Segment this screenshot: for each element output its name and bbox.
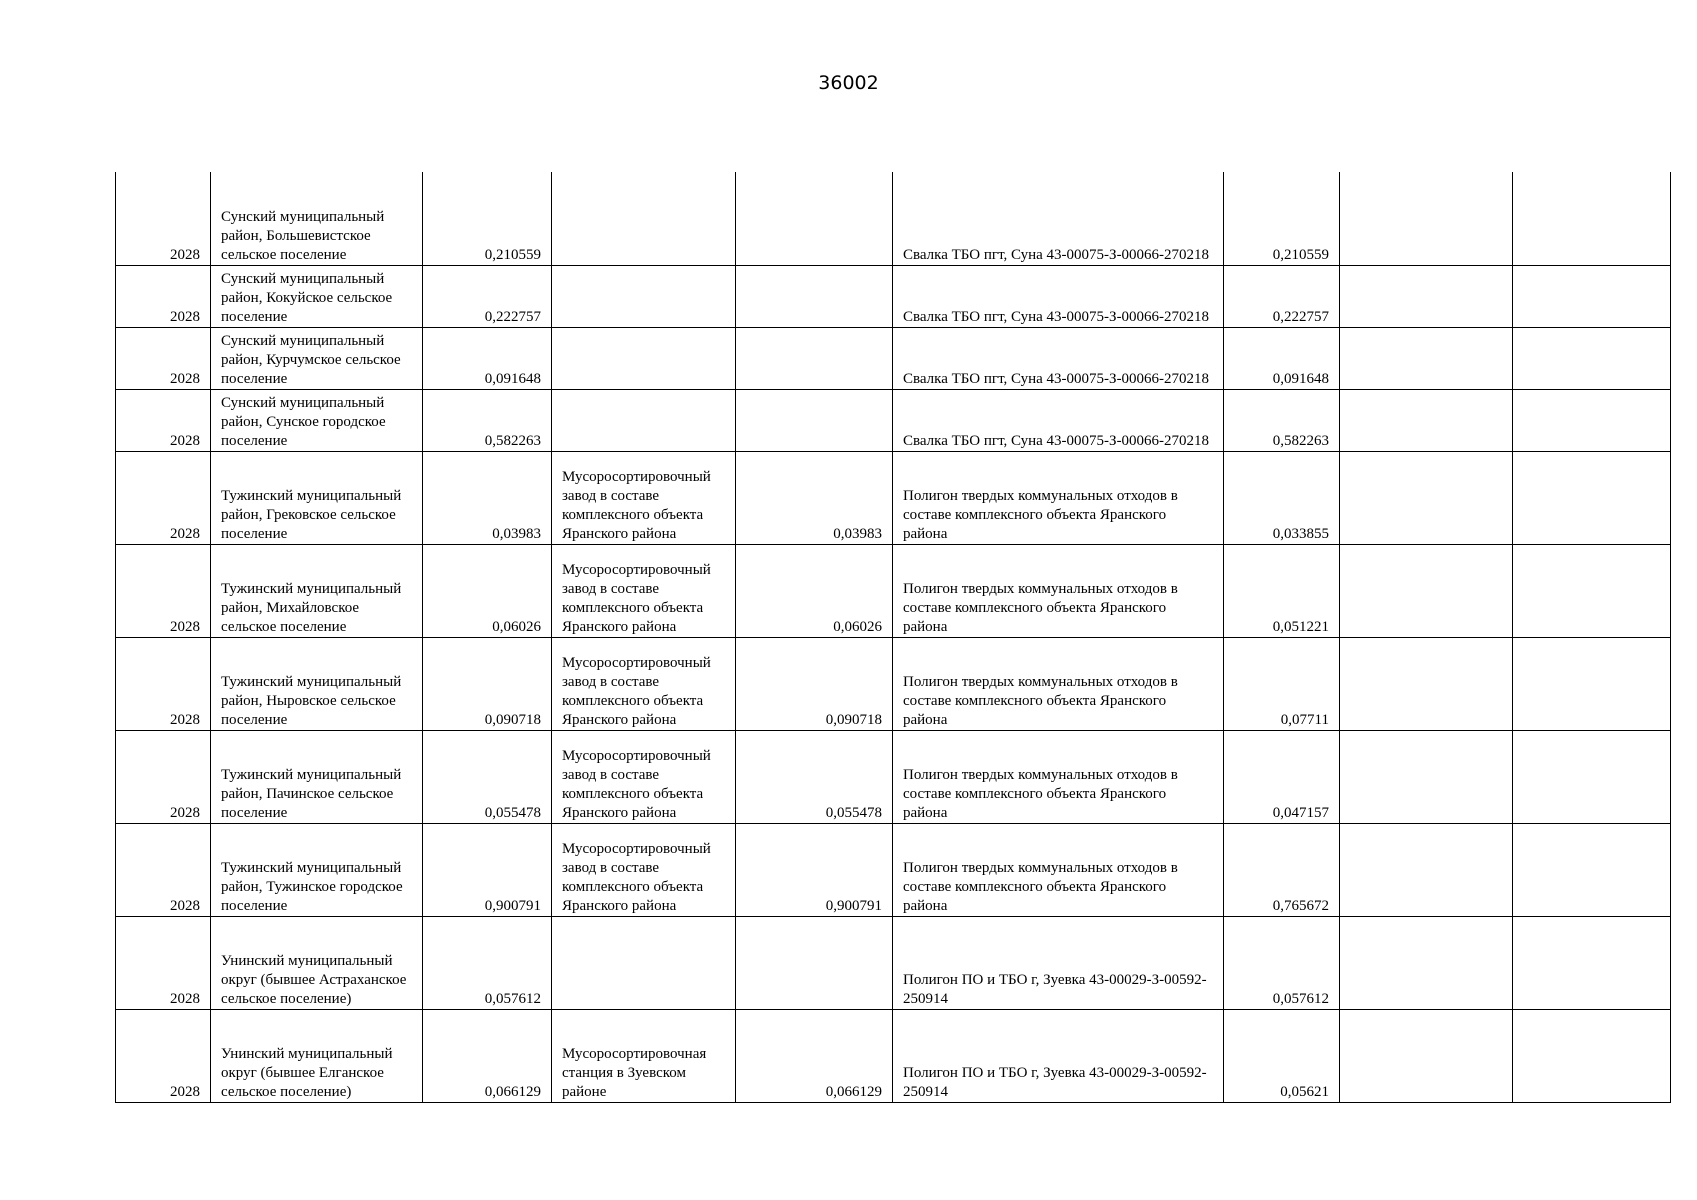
cell-year: 2028 [116, 451, 211, 544]
cell-processing-volume [736, 172, 893, 265]
cell-processing-facility [552, 389, 736, 451]
table-row [116, 1009, 1671, 1102]
cell-disposal-site: Полигон твердых коммунальных отходов в составе комплексного объекта Яранского района [893, 451, 1224, 544]
cell-processing-facility: Мусоросортировочная станция в Зуевском районе [552, 1009, 736, 1102]
cell-empty-1 [1340, 172, 1513, 265]
cell-volume: 0,06026 [423, 544, 552, 637]
cell-empty-2 [1513, 265, 1671, 327]
cell-disposal-volume: 0,033855 [1224, 451, 1340, 544]
table-row [116, 544, 1671, 637]
cell-processing-facility: Мусоросортировочный завод в составе комплексного объекта Яранского района [552, 730, 736, 823]
cell-year: 2028 [116, 265, 211, 327]
cell-disposal-site: Свалка ТБО пгт, Суна 43-00075-З-00066-270218 [893, 327, 1224, 389]
cell-processing-facility: Мусоросортировочный завод в составе комплексного объекта Яранского района [552, 823, 736, 916]
cell-year: 2028 [116, 1009, 211, 1102]
cell-year: 2028 [116, 637, 211, 730]
cell-year: 2028 [116, 544, 211, 637]
cell-year: 2028 [116, 916, 211, 1009]
cell-volume: 0,055478 [423, 730, 552, 823]
cell-year: 2028 [116, 327, 211, 389]
cell-empty-1 [1340, 1009, 1513, 1102]
cell-disposal-site: Полигон ПО и ТБО г, Зуевка 43-00029-З-00592-250914 [893, 916, 1224, 1009]
cell-disposal-site: Полигон твердых коммунальных отходов в составе комплексного объекта Яранского района [893, 544, 1224, 637]
cell-processing-volume: 0,090718 [736, 637, 893, 730]
cell-municipality: Тужинский муниципальный район, Пачинское сельское поселение [211, 730, 423, 823]
cell-empty-1 [1340, 389, 1513, 451]
cell-disposal-volume: 0,047157 [1224, 730, 1340, 823]
cell-disposal-site: Полигон твердых коммунальных отходов в составе комплексного объекта Яранского района [893, 823, 1224, 916]
cell-empty-1 [1340, 637, 1513, 730]
cell-disposal-volume: 0,091648 [1224, 327, 1340, 389]
cell-empty-2 [1513, 544, 1671, 637]
table-body [116, 172, 1671, 1102]
cell-volume: 0,091648 [423, 327, 552, 389]
cell-disposal-site: Свалка ТБО пгт, Суна 43-00075-З-00066-270218 [893, 265, 1224, 327]
cell-processing-volume: 0,06026 [736, 544, 893, 637]
cell-volume: 0,066129 [423, 1009, 552, 1102]
page-number: 36002 [818, 72, 879, 94]
cell-processing-volume: 0,066129 [736, 1009, 893, 1102]
cell-processing-volume [736, 916, 893, 1009]
cell-municipality: Сунский муниципальный район, Кокуйское сельское поселение [211, 265, 423, 327]
cell-processing-volume [736, 389, 893, 451]
cell-processing-facility [552, 916, 736, 1009]
cell-volume: 0,090718 [423, 637, 552, 730]
cell-year: 2028 [116, 389, 211, 451]
cell-processing-facility [552, 172, 736, 265]
cell-volume: 0,210559 [423, 172, 552, 265]
cell-disposal-volume: 0,210559 [1224, 172, 1340, 265]
cell-volume: 0,900791 [423, 823, 552, 916]
cell-municipality: Тужинский муниципальный район, Михайловское сельское поселение [211, 544, 423, 637]
cell-disposal-site: Свалка ТБО пгт, Суна 43-00075-З-00066-270218 [893, 389, 1224, 451]
cell-disposal-volume: 0,222757 [1224, 265, 1340, 327]
cell-empty-2 [1513, 823, 1671, 916]
cell-processing-facility: Мусоросортировочный завод в составе комплексного объекта Яранского района [552, 637, 736, 730]
cell-year: 2028 [116, 172, 211, 265]
cell-disposal-volume: 0,051221 [1224, 544, 1340, 637]
table-row [116, 823, 1671, 916]
cell-volume: 0,03983 [423, 451, 552, 544]
cell-municipality: Сунский муниципальный район, Большевистское сельское поселение [211, 172, 423, 265]
cell-processing-volume [736, 265, 893, 327]
cell-empty-2 [1513, 172, 1671, 265]
cell-municipality: Сунский муниципальный район, Сунское городское поселение [211, 389, 423, 451]
cell-empty-1 [1340, 327, 1513, 389]
cell-municipality: Тужинский муниципальный район, Тужинское городское поселение [211, 823, 423, 916]
cell-empty-2 [1513, 451, 1671, 544]
cell-disposal-site: Полигон твердых коммунальных отходов в составе комплексного объекта Яранского района [893, 637, 1224, 730]
table-row [116, 389, 1671, 451]
cell-volume: 0,057612 [423, 916, 552, 1009]
cell-municipality: Тужинский муниципальный район, Ныровское сельское поселение [211, 637, 423, 730]
cell-processing-facility: Мусоросортировочный завод в составе комплексного объекта Яранского района [552, 544, 736, 637]
cell-disposal-site: Свалка ТБО пгт, Суна 43-00075-З-00066-270218 [893, 172, 1224, 265]
table-row [116, 451, 1671, 544]
cell-processing-facility [552, 327, 736, 389]
waste-flow-table [115, 172, 1671, 1103]
cell-processing-volume: 0,055478 [736, 730, 893, 823]
cell-empty-2 [1513, 389, 1671, 451]
cell-processing-facility [552, 265, 736, 327]
cell-disposal-volume: 0,582263 [1224, 389, 1340, 451]
cell-empty-2 [1513, 637, 1671, 730]
cell-volume: 0,582263 [423, 389, 552, 451]
cell-empty-2 [1513, 327, 1671, 389]
cell-disposal-site: Полигон твердых коммунальных отходов в составе комплексного объекта Яранского района [893, 730, 1224, 823]
cell-empty-1 [1340, 730, 1513, 823]
cell-municipality: Унинский муниципальный округ (бывшее Елганское сельское поселение) [211, 1009, 423, 1102]
cell-empty-1 [1340, 451, 1513, 544]
cell-disposal-volume: 0,07711 [1224, 637, 1340, 730]
cell-disposal-volume: 0,765672 [1224, 823, 1340, 916]
cell-year: 2028 [116, 823, 211, 916]
cell-empty-1 [1340, 916, 1513, 1009]
cell-empty-2 [1513, 1009, 1671, 1102]
cell-disposal-volume: 0,057612 [1224, 916, 1340, 1009]
table-row [116, 916, 1671, 1009]
cell-empty-1 [1340, 823, 1513, 916]
cell-empty-1 [1340, 544, 1513, 637]
table-row [116, 730, 1671, 823]
cell-year: 2028 [116, 730, 211, 823]
cell-disposal-site: Полигон ПО и ТБО г, Зуевка 43-00029-З-00592-250914 [893, 1009, 1224, 1102]
cell-processing-facility: Мусоросортировочный завод в составе комплексного объекта Яранского района [552, 451, 736, 544]
cell-disposal-volume: 0,05621 [1224, 1009, 1340, 1102]
table-row [116, 327, 1671, 389]
cell-municipality: Унинский муниципальный округ (бывшее Астраханское сельское поселение) [211, 916, 423, 1009]
cell-empty-1 [1340, 265, 1513, 327]
cell-empty-2 [1513, 916, 1671, 1009]
cell-processing-volume: 0,900791 [736, 823, 893, 916]
cell-processing-volume [736, 327, 893, 389]
cell-empty-2 [1513, 730, 1671, 823]
cell-municipality: Сунский муниципальный район, Курчумское сельское поселение [211, 327, 423, 389]
table-row [116, 637, 1671, 730]
cell-volume: 0,222757 [423, 265, 552, 327]
table-row [116, 265, 1671, 327]
table-row [116, 172, 1671, 265]
cell-processing-volume: 0,03983 [736, 451, 893, 544]
cell-municipality: Тужинский муниципальный район, Грековское сельское поселение [211, 451, 423, 544]
